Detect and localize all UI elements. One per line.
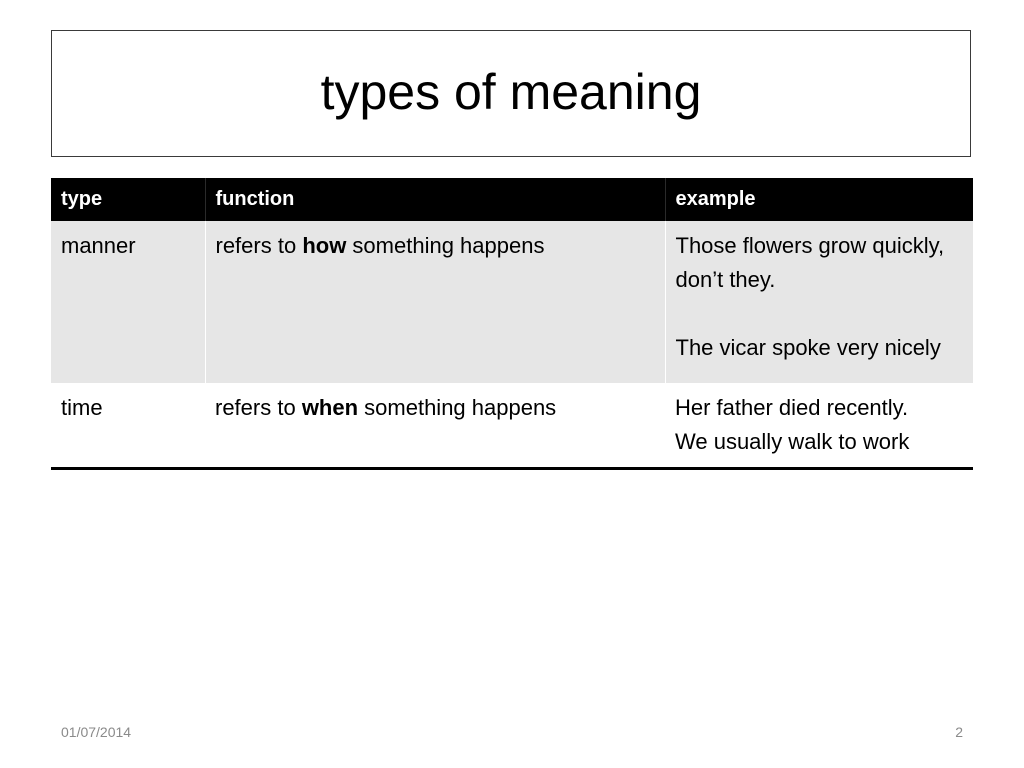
header-example: example — [665, 178, 973, 221]
function-keyword: how — [302, 233, 347, 258]
header-function: function — [205, 178, 665, 221]
slide-title: types of meaning — [320, 63, 702, 120]
slide-date: 01/07/2014 — [61, 724, 132, 740]
table-row — [51, 221, 973, 383]
example-gap — [676, 297, 964, 331]
slide-page-number: 2 — [955, 724, 963, 740]
cell-type: time — [51, 383, 205, 469]
example-line: Those flowers grow quickly, don’t they. — [675, 233, 945, 292]
cell-function — [205, 221, 665, 383]
cell-example — [665, 221, 973, 383]
function-text-after: something happens — [346, 233, 545, 258]
meaning-table — [51, 178, 973, 470]
title-box — [51, 30, 971, 157]
cell-function — [205, 383, 665, 469]
cell-example — [665, 383, 973, 469]
header-type: type — [51, 178, 205, 221]
example-line: We usually walk to work — [675, 429, 910, 454]
example-line: The vicar spoke very nicely — [675, 335, 941, 360]
table-header-row — [51, 178, 973, 221]
function-text-before: refers to — [215, 233, 303, 258]
example-line: Her father died recently. — [675, 395, 909, 420]
function-keyword: when — [301, 395, 359, 420]
function-text-before: refers to — [215, 395, 302, 420]
function-text-after: something happens — [358, 395, 557, 420]
cell-type: manner — [51, 221, 205, 383]
table-row — [51, 383, 973, 469]
